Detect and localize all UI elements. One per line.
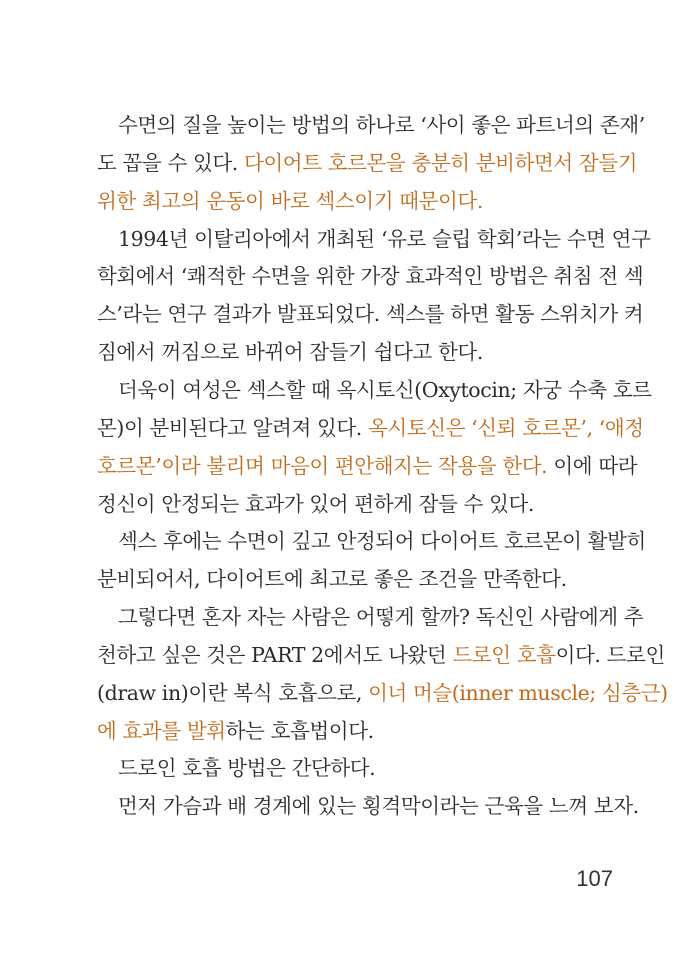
highlighted-text: 드로인 호흡 [452, 642, 556, 667]
text-line [97, 414, 644, 442]
text-line [97, 717, 613, 745]
highlighted-text: 다이어트 호르몬을 충분히 분비하면서 잠들기 [244, 150, 638, 175]
text-line [97, 641, 665, 669]
text-run: 스’라는 연구 결과가 발표되었다. 섹스를 하면 활동 스위치가 켜 [97, 302, 644, 327]
text-run: 분비되어서, 다이어트에 최고로 좋은 조건을 만족한다. [97, 567, 567, 592]
page-number: 107 [576, 866, 613, 891]
text-run: 1994년 이탈리아에서 개최된 ‘유로 슬립 학회’라는 수면 연구 [118, 226, 651, 251]
highlighted-text: 이너 머슬(inner muscle; 심층근) [368, 680, 668, 705]
text-line [118, 376, 652, 404]
text-line [97, 565, 613, 593]
text-line [118, 225, 651, 253]
highlighted-text: 옥시토신은 ‘신뢰 호르몬’, ‘애정 [368, 415, 644, 440]
text-line [97, 679, 668, 707]
text-line [118, 111, 645, 139]
text-run: 섹스 후에는 수면이 깊고 안정되어 다이어트 호르몬이 활발히 [118, 529, 646, 554]
text-run: 더욱이 여성은 섹스할 때 옥시토신(Oxytocin; 자궁 수축 호르 [118, 377, 652, 402]
text-run: 도 꼽을 수 있다. [97, 150, 244, 175]
text-run: 학회에서 ‘쾌적한 수면을 위한 가장 효과적인 방법은 취침 전 섹 [97, 264, 644, 289]
text-run: 정신이 안정되는 효과가 있어 편하게 잠들 수 있다. [97, 491, 534, 516]
text-line [97, 300, 644, 328]
text-line [97, 490, 613, 518]
text-line [97, 262, 644, 290]
text-run: (draw in)이란 복식 호흡으로, [97, 680, 369, 705]
text-run: 먼저 가슴과 배 경계에 있는 횡격막이라는 근육을 느껴 보자. [118, 794, 639, 819]
text-line [97, 149, 638, 177]
text-line [97, 187, 613, 215]
text-run: 이다. 드로인 [555, 642, 665, 667]
text-run: 천하고 싶은 것은 PART 2에서도 나왔던 [97, 642, 453, 667]
text-line [118, 527, 646, 555]
text-line [97, 452, 638, 480]
text-line [118, 792, 639, 820]
text-run: 하는 호흡법이다. [225, 718, 374, 743]
text-run: 몬)이 분비된다고 알려져 있다. [97, 415, 369, 440]
text-line [97, 338, 613, 366]
text-run: 짐에서 꺼짐으로 바뀌어 잠들기 쉽다고 한다. [97, 340, 483, 365]
text-run: 수면의 질을 높이는 방법의 하나로 ‘사이 좋은 파트너의 존재’ [118, 113, 645, 137]
text-run: 그렇다면 혼자 자는 사람은 어떻게 할까? 독신인 사람에게 추 [118, 605, 644, 630]
text-run: 드로인 호흡 방법은 간단하다. [118, 756, 376, 781]
highlighted-text: 위한 최고의 운동이 바로 섹스이기 때문이다. [97, 188, 483, 213]
text-line [118, 603, 644, 631]
text-line [118, 754, 613, 782]
highlighted-text: 에 효과를 발휘 [97, 718, 226, 743]
highlighted-text: 호르몬’이라 불리며 마음이 편안해지는 작용을 한다. [97, 453, 548, 478]
text-run: 이에 따라 [547, 453, 638, 478]
